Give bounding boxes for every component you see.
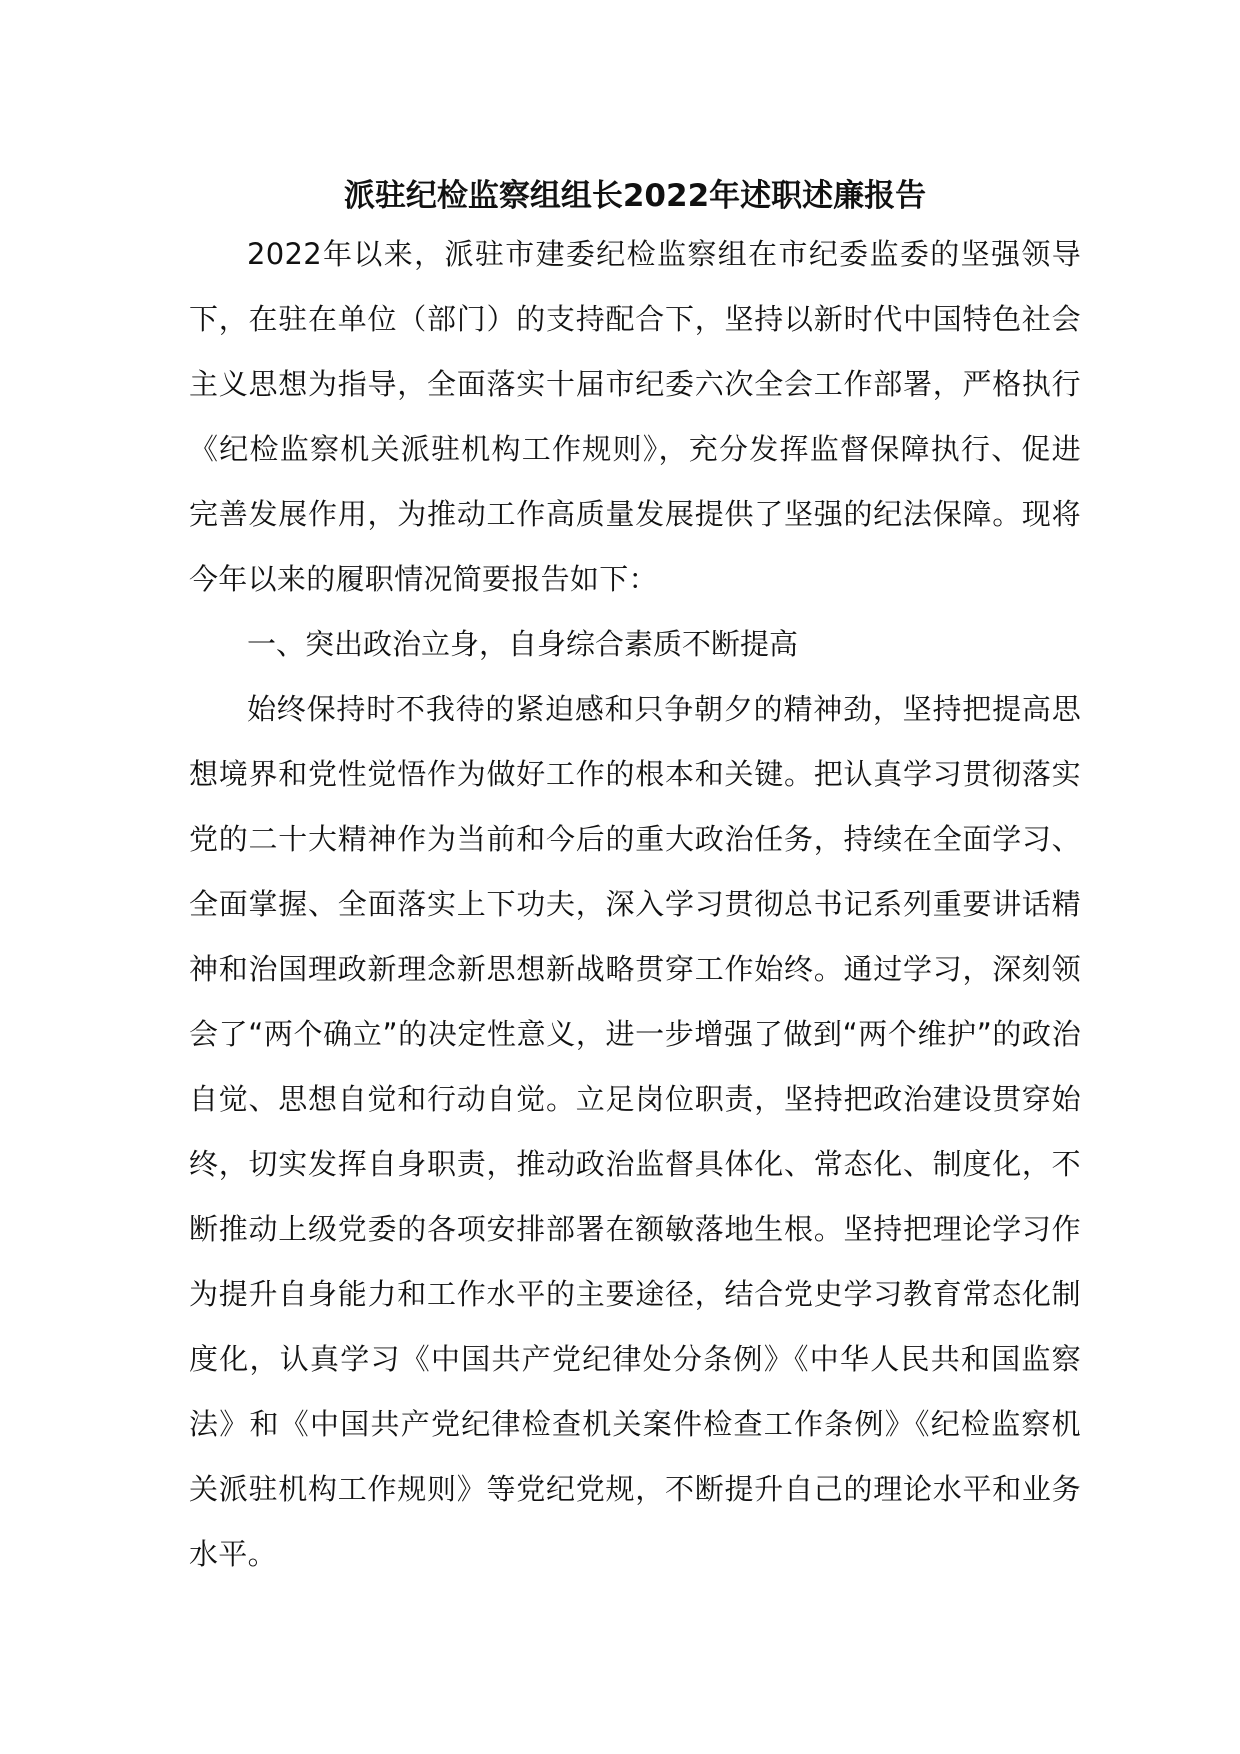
- intro-paragraph: 2022年以来，派驻市建委纪检监察组在市纪委监委的坚强领导下，在驻在单位（部门）的支持配合下，坚持以新时代中国特色社会主义思想为指导，全面落实十届市纪委六次全会工作部署，严格执行《纪检监察机关派驻机构工作规则》，充分发挥监督保障执行、促进完善发展作用，为推动工作高质量发展提供了坚强的纪法保障。现将今年以来的履职情况简要报告如下：: [189, 237, 1081, 596]
- document-title: 派驻纪检监察组组长2022年述职述廉报告: [343, 178, 927, 214]
- section-heading: 一、突出政治立身，自身综合素质不断提高: [247, 627, 799, 661]
- section-paragraph: 始终保持时不我待的紧迫感和只争朝夕的精神劲，坚持把提高思想境界和党性觉悟作为做好工作的根本和关键。把认真学习贯彻落实党的二十大精神作为当前和今后的重大政治任务，持续在全面学习、全面掌握、全面落实上下功夫，深入学习贯彻总书记系列重要讲话精神和治国理政新理念新思想新战略贯穿工作始终。通过学习，深刻领会了“两个确立”的决定性意义，进一步增强了做到“两个维护”的政治自觉、思想自觉和行动自觉。立足岗位职责，坚持把政治建设贯穿始终，切实发挥自身职责，推动政治监督具体化、常态化、制度化，不断推动上级党委的各项安排部署在额敏落地生根。坚持把理论学习作为提升自身能力和工作水平的主要途径，结合党史学习教育常态化制度化，认真学习《中国共产党纪律处分条例》《中华人民共和国监察法》和《中国共产党纪律检查机关案件检查工作条例》《纪检监察机关派驻机构工作规则》等党纪党规，不断提升自己的理论水平和业务水平。: [189, 692, 1081, 1571]
- document-body: [189, 170, 1081, 1587]
